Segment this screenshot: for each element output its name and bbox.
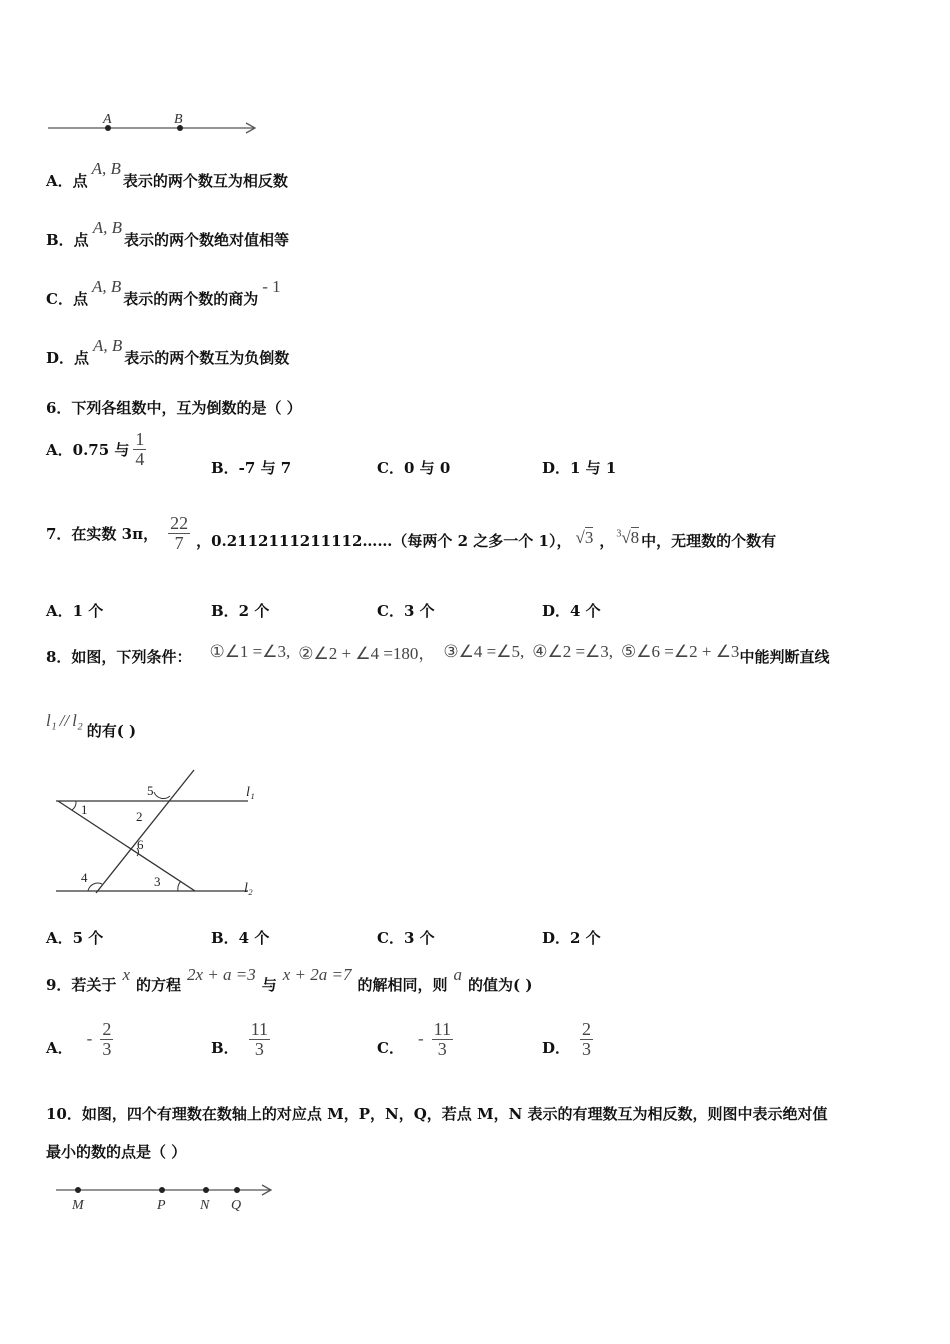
point-p-dot: [159, 1187, 165, 1193]
question-text: 与: [261, 976, 277, 994]
q7-option-a: [46, 600, 103, 621]
math-minus-one: - 1: [262, 276, 281, 296]
option-letter: B．: [211, 1038, 239, 1057]
option-text: 表示的两个数的商为: [123, 290, 259, 308]
variable-a: a: [453, 964, 463, 984]
q8-stem: [46, 636, 829, 667]
question-text: 的方程: [135, 976, 181, 994]
option-text: 表示的两个数互为相反数: [122, 172, 288, 190]
option-text: D．4 个: [542, 602, 601, 620]
fraction-22-7: [168, 514, 190, 553]
math-ab: A, B: [93, 335, 123, 355]
angle-label-6: 6: [137, 837, 144, 852]
question-text: 6．下列各组数中，互为倒数的是（ ）: [46, 399, 302, 417]
q8-option-d: [542, 927, 601, 948]
q10-stem-line1: [46, 1103, 828, 1124]
option-text: A．0.75 与: [46, 440, 130, 459]
point-m-label: M: [72, 1198, 84, 1213]
angle-label-2: 2: [136, 809, 143, 824]
fraction: [432, 1020, 453, 1059]
point-a-label: A: [103, 112, 112, 127]
question-text: 最小的数的点是（ ）: [46, 1143, 187, 1161]
question-text: 9．若关于: [46, 976, 117, 994]
option-text: B．-7 与 7: [211, 459, 292, 477]
option-letter: A．点: [46, 172, 88, 190]
q5-option-a: [46, 158, 288, 191]
minus-sign: -: [86, 1029, 93, 1049]
q8-stem-line2: [46, 710, 136, 741]
condition-5: ⑤∠6 =∠2 + ∠3: [621, 641, 740, 661]
question-text: 中能判断直线: [739, 648, 830, 666]
condition-3: ③∠4 =∠5,: [443, 641, 525, 661]
option-text: A．1 个: [46, 602, 104, 620]
transversal-1: [58, 801, 195, 891]
q8-option-b: [211, 927, 269, 948]
root-index: 3: [616, 528, 622, 540]
denominator: 3: [582, 1038, 592, 1059]
question-text: 的值为( ): [468, 976, 533, 994]
condition-2: ②∠2 + ∠4 =180，: [298, 644, 436, 663]
q8-option-a: [46, 927, 103, 948]
q9-option-a: [46, 1020, 117, 1059]
option-text: C．3 个: [377, 602, 435, 620]
option-letter: D．点: [46, 349, 90, 367]
question-text: 7．在实数 3π，: [46, 524, 159, 543]
option-text: 表示的两个数绝对值相等: [123, 231, 289, 249]
option-text: B．2 个: [211, 602, 270, 620]
point-b-label: B: [174, 112, 183, 127]
option-letter: A．: [46, 1038, 73, 1057]
numerator: 1: [135, 429, 145, 449]
q9-option-d: [542, 1020, 597, 1059]
numerator: 11: [433, 1019, 451, 1039]
point-q-label: Q: [231, 1198, 242, 1213]
minus-sign: -: [417, 1029, 424, 1049]
numerator: 2: [102, 1019, 112, 1039]
line-l1-label: l₁: [246, 785, 255, 800]
denominator: 3: [102, 1038, 112, 1059]
q9-stem: [46, 960, 532, 995]
q6-stem: [46, 397, 302, 418]
q7-option-d: [542, 600, 601, 621]
option-letter: C．: [377, 1038, 404, 1057]
comma: ，: [599, 531, 615, 550]
denominator: 4: [135, 448, 145, 469]
q6-option-b: [211, 457, 291, 478]
point-p-label: P: [157, 1198, 166, 1213]
angle-label-1: 1: [81, 802, 88, 817]
transversal-2: [96, 770, 194, 893]
denominator: 7: [174, 532, 184, 553]
angle-label-5: 5: [147, 783, 154, 798]
q5-option-c: [46, 276, 281, 309]
parallel-symbol: //: [59, 710, 70, 730]
cbrt-8: $^3$√8: [616, 528, 640, 548]
q6-option-a: [46, 430, 150, 469]
q7-option-c: [377, 600, 435, 621]
angle-label-4: 4: [81, 870, 88, 885]
q9-option-c: [377, 1020, 457, 1059]
option-text: 表示的两个数互为负倒数: [124, 349, 290, 367]
q6-option-c: [377, 457, 450, 478]
denominator: 3: [254, 1038, 264, 1059]
line-l2-label: l₂: [244, 881, 253, 896]
math-ab: A, B: [91, 158, 121, 178]
option-text: C．0 与 0: [377, 459, 451, 477]
q8-option-c: [377, 927, 435, 948]
question-text: 8．如图，下列条件：: [46, 648, 192, 666]
point-n-dot: [203, 1187, 209, 1193]
number-line-ab: [40, 106, 270, 140]
parallel-lines-figure: [48, 762, 268, 902]
q6-option-d: [542, 457, 616, 478]
option-text: D．1 与 1: [542, 459, 617, 477]
option-letter: C．点: [46, 290, 88, 308]
math-ab: A, B: [92, 217, 122, 237]
q7-stem: [46, 514, 776, 553]
condition-4: ④∠2 =∠3,: [532, 641, 614, 661]
fraction: [100, 1020, 113, 1059]
point-n-label: N: [200, 1198, 210, 1213]
q10-stem-line2: [46, 1141, 186, 1162]
option-letter: D．: [542, 1038, 571, 1057]
q5-option-d: [46, 335, 290, 368]
q5-option-b: [46, 217, 289, 250]
fraction: [580, 1020, 593, 1059]
question-text: 的有( ): [86, 722, 137, 740]
math-ab: A, B: [91, 276, 122, 296]
option-text: B．4 个: [211, 929, 270, 947]
question-text: 的解相同，则: [357, 976, 448, 994]
radicand: 8: [630, 528, 640, 548]
question-text: 10．如图，四个有理数在数轴上的对应点 M，P，N，Q，若点 M，N 表示的有理数互为相反数，则图中表示绝对值: [46, 1105, 828, 1123]
line-l1: l₁: [46, 710, 57, 730]
equation-1: 2x + a =3: [187, 964, 256, 984]
variable-x: x: [122, 964, 130, 984]
q7-option-b: [211, 600, 269, 621]
option-letter: B．点: [46, 231, 89, 249]
angle-label-3: 3: [154, 874, 161, 889]
numerator: 22: [170, 513, 189, 533]
numerator: 2: [582, 1019, 592, 1039]
denominator: 3: [437, 1038, 447, 1059]
sqrt-3: √3: [575, 528, 594, 548]
point-m-dot: [75, 1187, 81, 1193]
numerator: 11: [250, 1019, 269, 1039]
condition-1: ①∠1 =∠3,: [209, 641, 291, 661]
question-text: ，0.2112111211112……（每两个 2 之多一个 1），: [196, 531, 572, 550]
option-text: D．2 个: [542, 929, 601, 947]
fraction-one-quarter: [133, 430, 146, 469]
number-line-mpnq: [48, 1176, 278, 1216]
point-q-dot: [234, 1187, 240, 1193]
question-text: 中，无理数的个数有: [641, 531, 777, 550]
radicand: 3: [584, 528, 594, 548]
line-l2: l₂: [72, 710, 83, 730]
q9-option-b: [211, 1020, 274, 1059]
equation-2: x + 2a =7: [282, 964, 352, 984]
fraction: [249, 1020, 270, 1059]
option-text: A．5 个: [46, 929, 104, 947]
option-text: C．3 个: [377, 929, 435, 947]
